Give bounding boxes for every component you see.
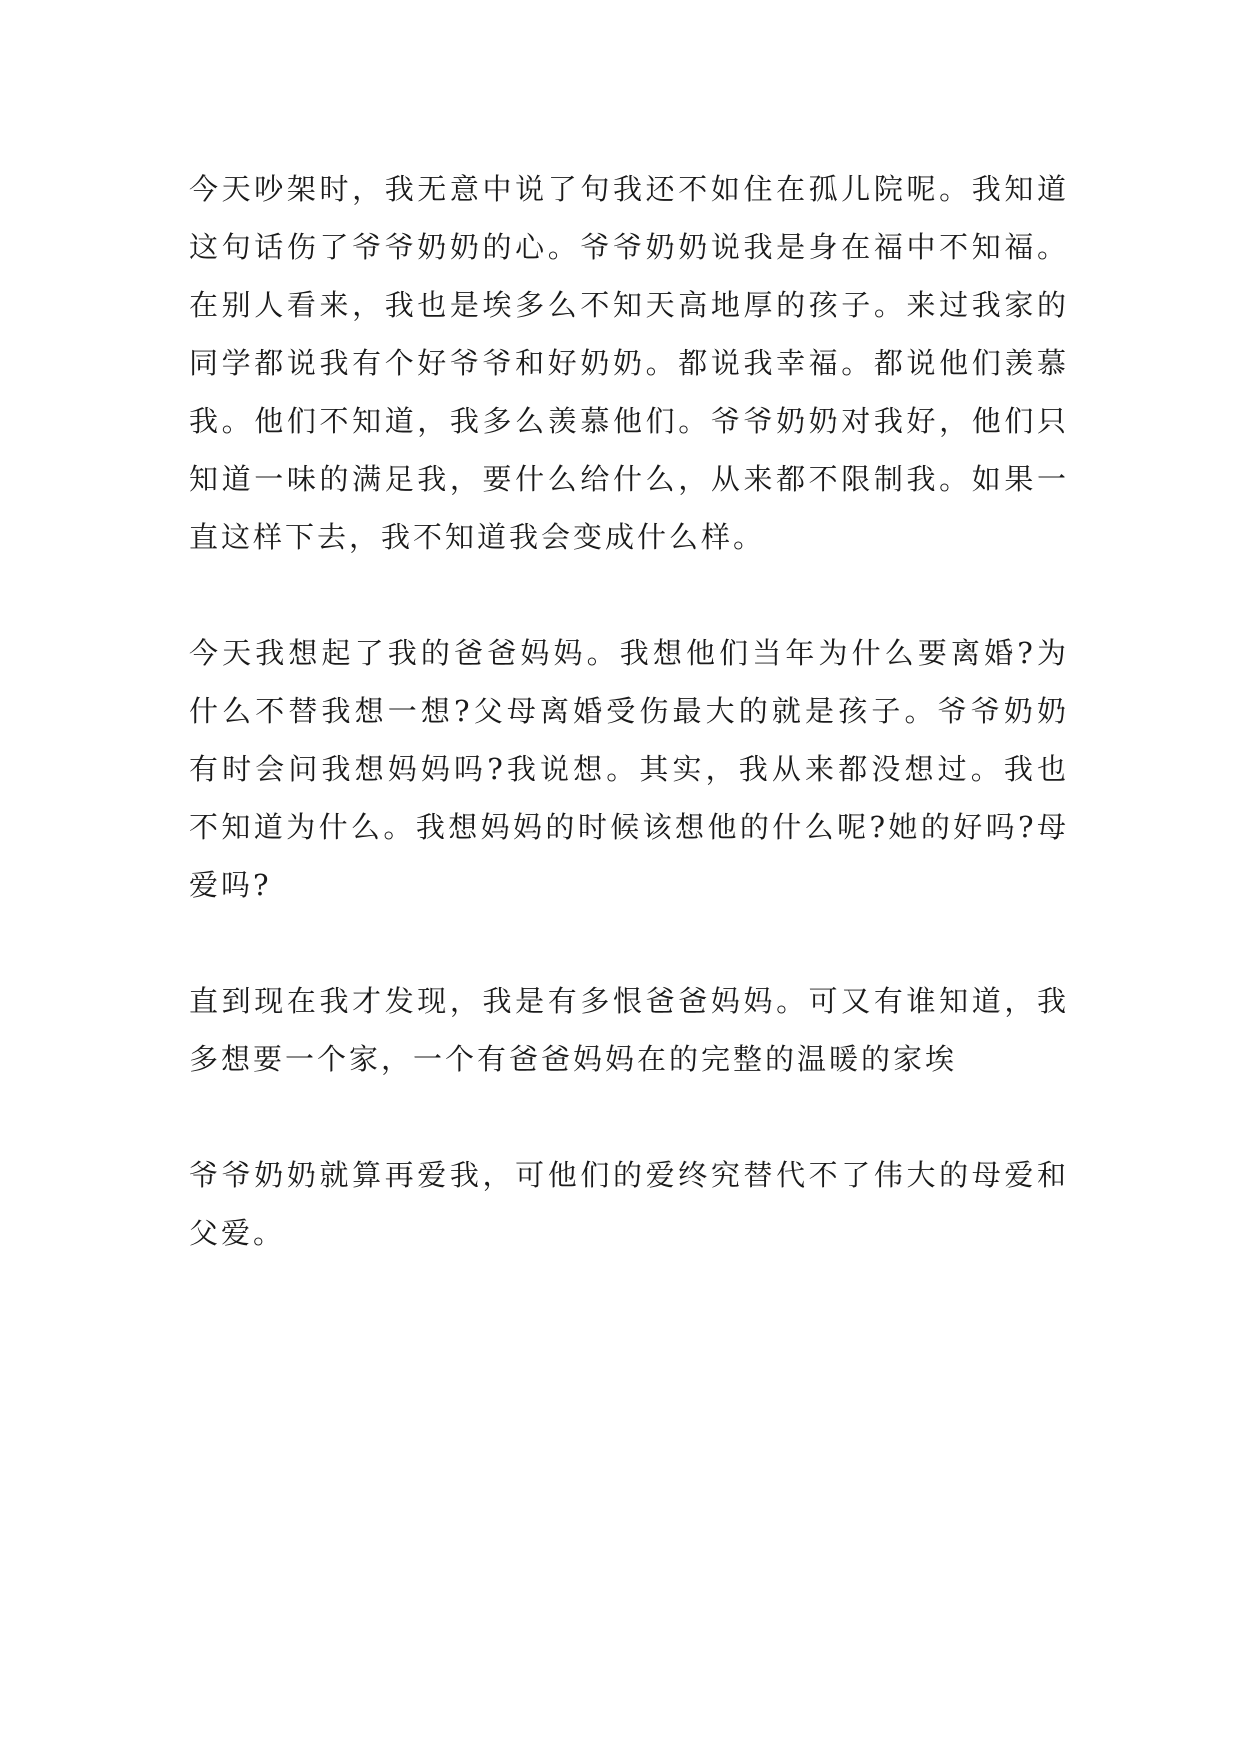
paragraph-3: 直到现在我才发现，我是有多恨爸爸妈妈。可又有谁知道，我多想要一个家，一个有爸爸妈妈在的完整的温暖的家埃 — [189, 984, 1069, 1076]
paragraph-1: 今天吵架时，我无意中说了句我还不如住在孤儿院呢。我知道这句话伤了爷爷奶奶的心。爷爷奶奶说我是身在福中不知福。在别人看来，我也是埃多么不知天高地厚的孩子。来过我家的同学都说我有个好爷爷和好奶奶。都说我幸福。都说他们羡慕我。他们不知道，我多么羡慕他们。爷爷奶奶对我好，他们只知道一味的满足我，要什么给什么，从来都不限制我。如果一直这样下去，我不知道我会变成什么样。 — [189, 172, 1069, 554]
paragraph-4: 爷爷奶奶就算再爱我，可他们的爱终究替代不了伟大的母爱和父爱。 — [189, 1158, 1069, 1250]
paragraph-2: 今天我想起了我的爸爸妈妈。我想他们当年为什么要离婚?为什么不替我想一想?父母离婚受伤最大的就是孩子。爷爷奶奶有时会问我想妈妈吗?我说想。其实，我从来都没想过。我也不知道为什么。我想妈妈的时候该想他的什么呢?她的好吗?母爱吗? — [189, 636, 1069, 902]
document-body — [189, 160, 1069, 1262]
